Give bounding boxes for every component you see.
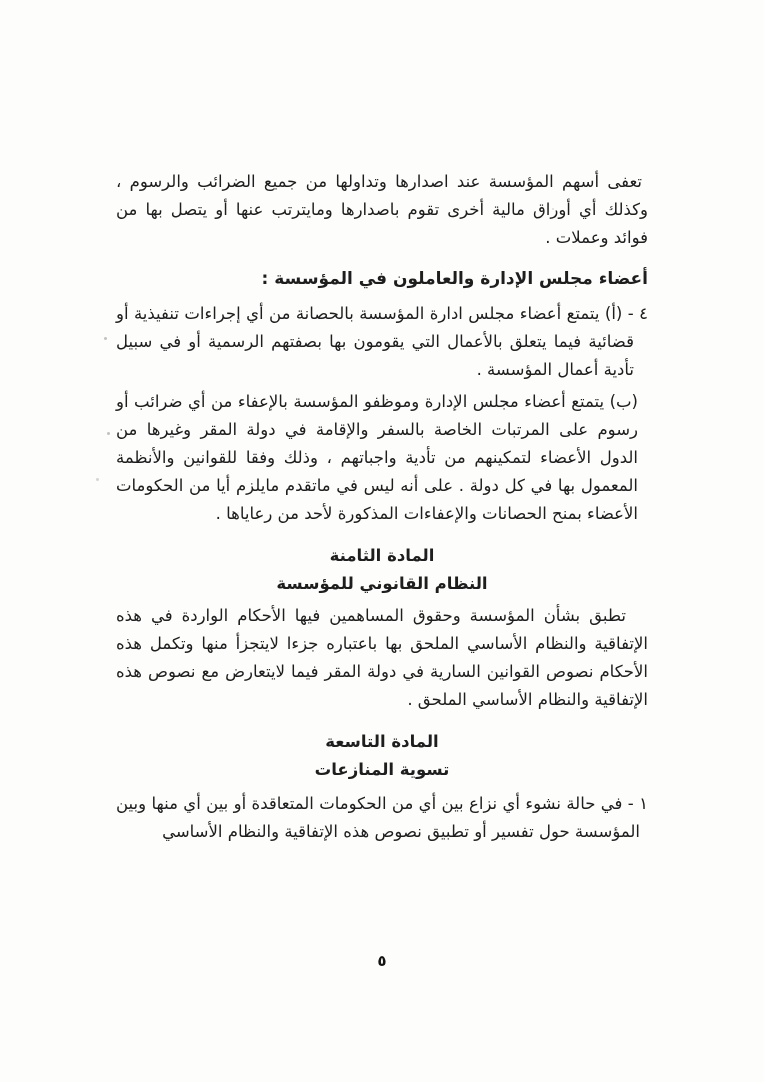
article-8-subtitle-legal-system: النظام القانوني للمؤسسة <box>276 574 488 593</box>
article-8-title: المادة الثامنة <box>329 546 435 565</box>
scan-speck <box>96 478 99 481</box>
clause-4b-tax-exemption: (ب) يتمتع أعضاء مجلس الإدارة وموظفو المؤسسة بالإعفاء من أي ضرائب أو رسوم على المرتبات الخاصة بالسفر والإقامة في دولة المقر وغيرها من الدول الأعضاء لتمكينهم من تأدية واجباتهم ، وذلك وفقا للقوانين والأنظمة المعمول بها في كل دولة . على أنه ليس في ماتقدم مايلزم أيا من الحكومات الأعضاء بمنح الحصانات والإعفاءات المذكورة لأحد من رعاياها . <box>116 392 638 523</box>
paragraph-shares-tax-exemption: تعفى أسهم المؤسسة عند اصدارها وتداولها من جميع الضرائب والرسوم ، وكذلك أي أوراق مالية أخرى تقوم باصدارها ومايترتب عنها أو يتصل بها من فوائد وعملات . <box>116 172 648 247</box>
clause-4a-immunity: ٤ - (أ) يتمتع أعضاء مجلس ادارة المؤسسة بالحصانة من أي إجراءات تنفيذية أو قضائية فيما يتعلق بالأعمال التي يقومون بها بصفتهم الرسمية أو في سبيل تأدية أعمال المؤسسة . <box>116 304 648 379</box>
scan-speck <box>107 432 110 435</box>
article-9-title: المادة التاسعة <box>325 732 439 751</box>
scan-speck <box>104 337 107 340</box>
heading-board-members-and-staff: أعضاء مجلس الإدارة والعاملون في المؤسسة : <box>261 269 648 289</box>
clause-1-dispute-arising: ١ - في حالة نشوء أي نزاع بين أي من الحكومات المتعاقدة أو بين أي منها وبين المؤسسة حول تفسير أو تطبيق نصوص هذه الإتفاقية والنظام الأساسي <box>116 794 648 841</box>
article-8-body: تطبق بشأن المؤسسة وحقوق المساهمين فيها الأحكام الواردة في هذه الإتفاقية والنظام الأساسي الملحق بها باعتباره جزءا لايتجزأ منها وتكمل هذه الأحكام نصوص القوانين السارية في دولة المقر فيما لايتعارض مع نصوص هذه الإتفاقية والنظام الأساسي الملحق . <box>116 606 648 709</box>
page-number: ٥ <box>377 952 387 970</box>
document-body <box>116 168 648 846</box>
article-9-subtitle-dispute-settlement: تسوية المنازعات <box>314 760 450 779</box>
